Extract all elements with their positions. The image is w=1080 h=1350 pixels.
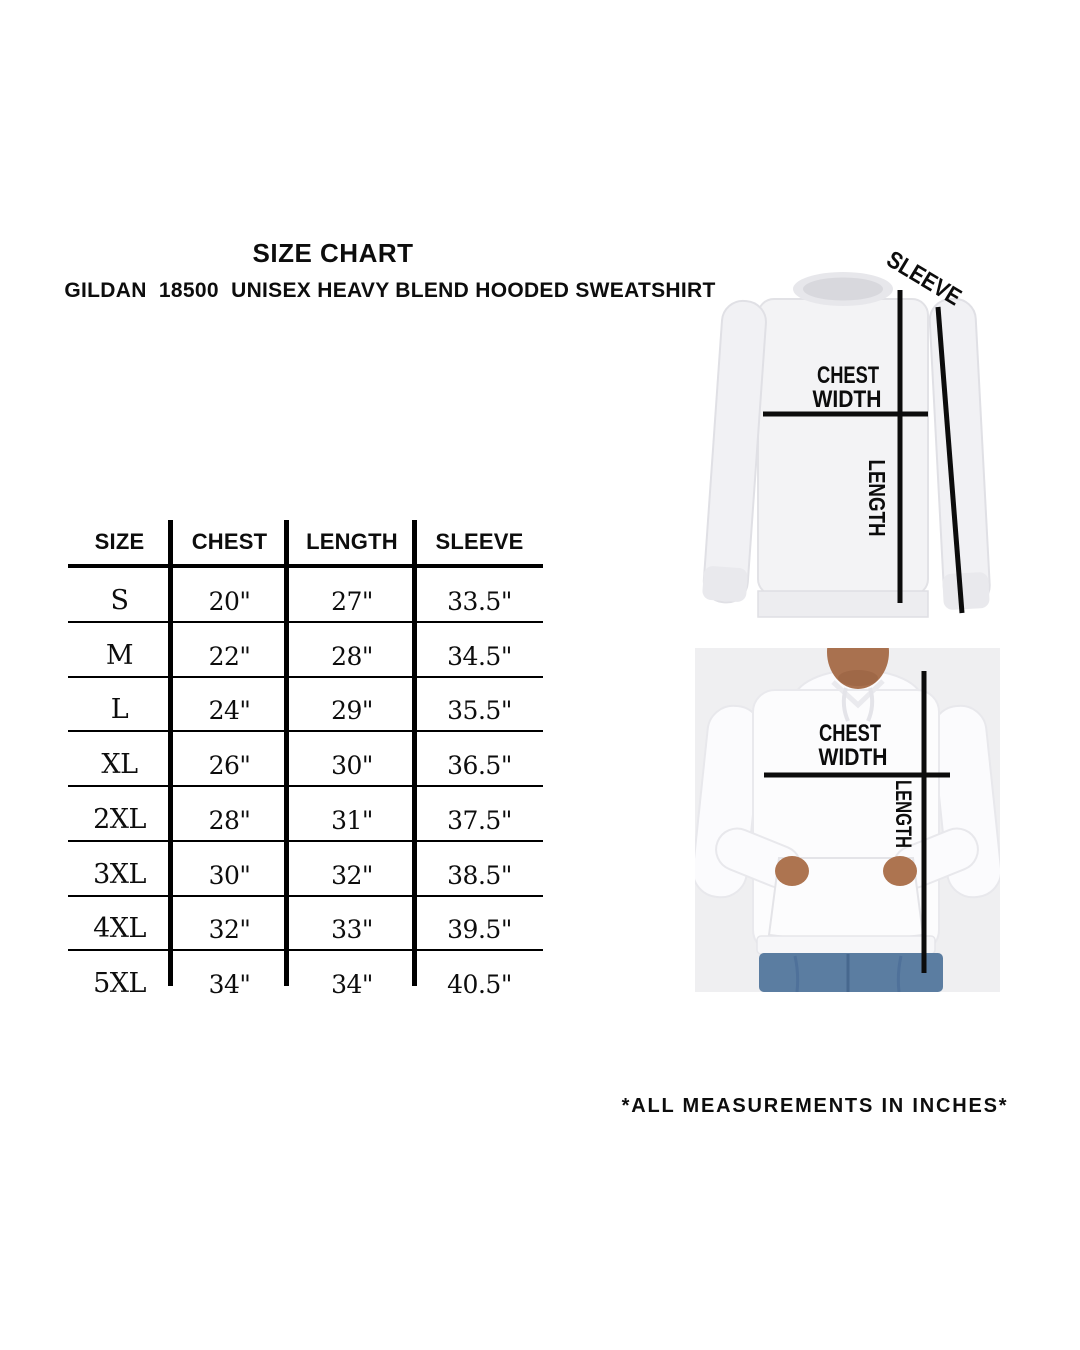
chest-cell: 28" [208,805,251,835]
length-cell: 33" [331,915,373,945]
table-row [68,842,543,897]
chest-cell: 26" [208,751,251,780]
product-subtitle: GILDAN 18500 UNISEX HEAVY BLEND HOODED SWEATSHIRT [64,279,716,302]
column-divider [284,520,289,986]
table-row [68,951,543,1004]
chest-width-label-line2: WIDTH [812,386,882,413]
size-cell: XL [101,749,138,780]
length-cell: 34" [331,970,373,999]
sleeve-cell: 37.5" [447,805,512,835]
model-jeans [759,953,943,992]
model-right-hand [883,856,917,886]
table-row [68,678,543,733]
table-row [68,623,543,678]
size-cell: 2XL [93,803,146,835]
column-divider [168,520,173,986]
length-cell: 27" [331,586,373,616]
column-header-chest: CHEST [191,529,268,554]
model-left-hand [775,856,809,886]
chest-cell: 32" [208,915,251,945]
table-row [68,897,543,952]
chest-width-label-line2: WIDTH [818,744,888,771]
size-table-body [68,568,543,1004]
column-divider [412,520,417,986]
column-header-length: LENGTH [306,529,398,554]
chest-width-label-line1: CHEST [819,720,882,747]
chest-cell: 30" [208,860,251,890]
length-cell: 32" [331,860,373,890]
chest-width-label-line1: CHEST [817,362,880,389]
sleeve-cell: 39.5" [447,915,512,945]
column-header-size: SIZE [94,529,145,554]
chest-cell: 20" [208,586,251,616]
model-hoodie-diagram [695,648,1000,992]
length-cell: 29" [331,696,373,726]
size-table-header-row [68,520,543,568]
size-cell: M [105,639,134,671]
size-cell: S [110,584,129,616]
column-header-sleeve: SLEEVE [435,529,524,554]
table-row [68,787,543,842]
sleeve-cell: 40.5" [447,970,512,999]
sleeve-measure-label: SLEEVE [881,245,977,318]
sleeve-cell: 35.5" [447,696,512,726]
length-cell: 30" [331,751,373,780]
length-cell: 28" [331,641,373,671]
length-measure-label: LENGTH [864,459,890,555]
sleeve-cell: 34.5" [447,641,512,671]
flat-sweatshirt-diagram [695,245,1080,645]
table-row [68,568,543,623]
sleeve-cell: 36.5" [447,751,512,780]
measurements-footnote: *ALL MEASUREMENTS IN INCHES* [621,1095,1009,1117]
size-table [68,520,543,999]
chest-cell: 34" [208,970,251,999]
sleeve-cell: 38.5" [447,860,512,890]
sleeve-cell: 33.5" [447,586,512,616]
size-cell: 5XL [93,968,146,999]
table-row [68,732,543,787]
length-measure-label: LENGTH [891,780,916,871]
length-cell: 31" [331,805,373,835]
chest-cell: 24" [208,696,251,726]
chest-cell: 22" [208,641,251,671]
size-cell: 3XL [93,858,146,890]
size-cell: L [110,694,129,726]
size-cell: 4XL [93,913,146,945]
page-title: SIZE CHART [252,238,414,268]
